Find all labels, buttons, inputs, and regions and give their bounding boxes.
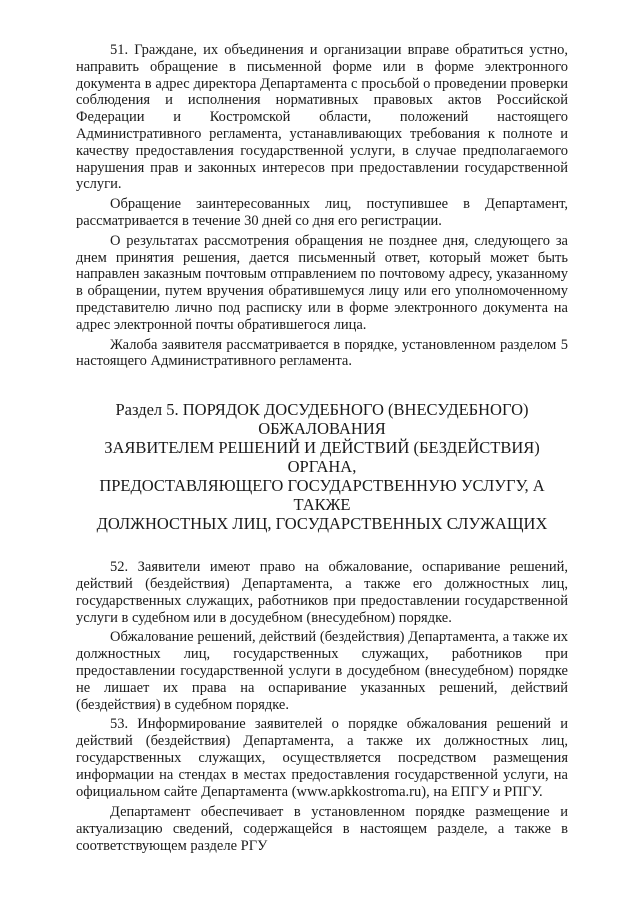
section-heading-line: ОБЖАЛОВАНИЯ xyxy=(258,419,386,439)
paragraph-51: 51. Граждане, их объединения и организации вправе обратиться устно, направить обращение в письменной форме или в форме электронного документа в адрес директора Департамента с просьбой о проведении проверки соблюдения и исполнения нормативных правовых актов Российской Федерации и Костромской области, положений настоящего Административного регламента, устанавливающих требования к полноте и качеству предоставления государственной услуги, в случае предполагаемого нарушения прав и законных интересов при предоставлении государственной услуги. xyxy=(76,42,568,193)
paragraph-complaint-procedure: Жалоба заявителя рассматривается в порядке, установленном разделом 5 настоящего Административного регламента. xyxy=(76,336,568,370)
paragraph-52: 52. Заявители имеют право на обжалование, оспаривание решений, действий (бездействия) Департамента, а также его должностных лиц, государственных служащих, работников при предоставлении государственной услуги в судебном или в досудебном (внесудебном) порядке. xyxy=(76,559,568,626)
section-heading-line: ЗАЯВИТЕЛЕМ РЕШЕНИЙ И ДЕЙСТВИЙ (БЕЗДЕЙСТВИЯ) ОРГАНА, xyxy=(104,438,540,477)
section-5-heading xyxy=(76,400,568,533)
section-heading-line: ПРЕДОСТАВЛЯЮЩЕГО ГОСУДАРСТВЕННУЮ УСЛУГУ, А ТАКЖЕ xyxy=(99,476,545,515)
section-heading-line: Раздел 5. ПОРЯДОК ДОСУДЕБНОГО (ВНЕСУДЕБНОГО) xyxy=(115,400,529,420)
paragraph-appeal-review-term: Обращение заинтересованных лиц, поступившее в Департамент, рассматривается в течение 30 дней со дня его регистрации. xyxy=(76,196,568,229)
section-heading-line: ДОЛЖНОСТНЫХ ЛИЦ, ГОСУДАРСТВЕННЫХ СЛУЖАЩИХ xyxy=(96,514,548,534)
paragraph-appeal-not-restricting: Обжалование решений, действий (бездействия) Департамента, а также их должностных лиц, государственных служащих, работников при предоставлении государственной услуги в досудебном (внесудебном) порядке не лишает их права на оспаривание указанных решений, действий (бездействия) в судебном порядке. xyxy=(76,629,568,713)
document-body xyxy=(76,42,568,855)
paragraph-53: 53. Информирование заявителей о порядке обжалования решений и действий (бездействия) Департамента, а также их должностных лиц, государственных служащих, осуществляется посредством размещения информации на стендах в местах предоставления государственной услуги, на официальном сайте Департамента (www.apkkostroma.ru), на ЕПГУ и РПГУ. xyxy=(76,716,568,800)
paragraph-department-publication: Департамент обеспечивает в установленном порядке размещение и актуализацию сведений, содержащейся в настоящем разделе, а также в соответствующем разделе РГУ xyxy=(76,804,568,854)
paragraph-appeal-response: О результатах рассмотрения обращения не позднее дня, следующего за днем принятия решения, дается письменный ответ, который может быть направлен заказным почтовым отправлением по почтовому адресу, указанному в обращении, путем вручения обратившемуся лицу или его уполномоченному представителю лично под расписку или в форме электронного документа на адрес электронной почты обратившегося лица. xyxy=(76,232,568,333)
